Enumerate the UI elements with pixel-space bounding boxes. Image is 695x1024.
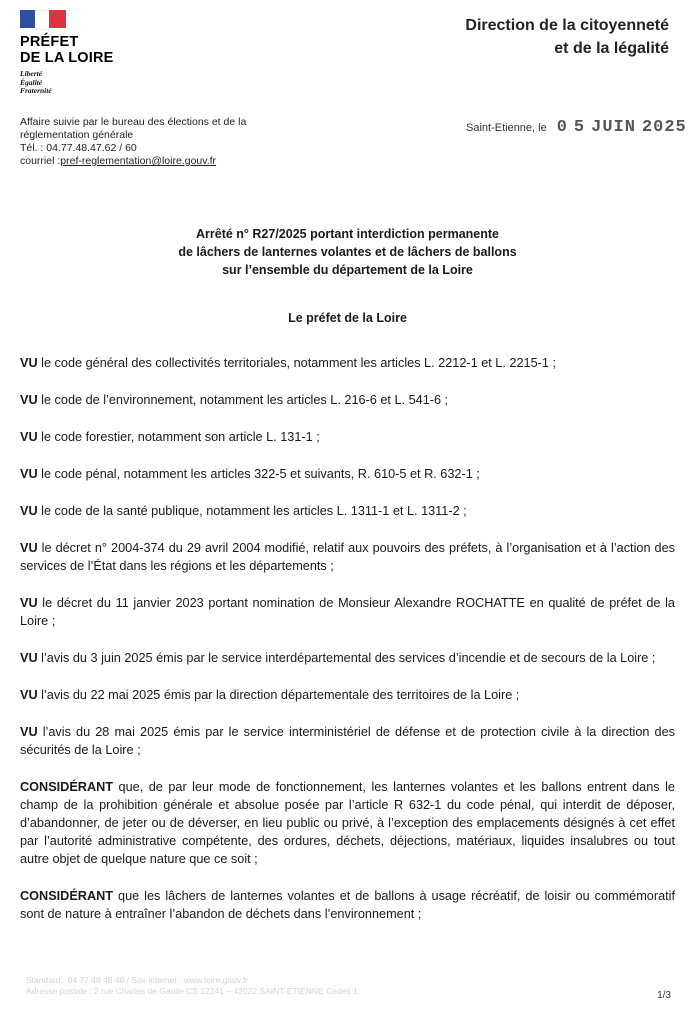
date-day-tens: 0 xyxy=(556,118,568,137)
vu-paragraph xyxy=(20,594,675,630)
paragraph-lead: VU xyxy=(20,688,38,702)
paragraph-text: l’avis du 28 mai 2025 émis par le service interministériel de défense et de protection civile à la direction des sécurités de la Loire ; xyxy=(20,725,675,757)
paragraph-text: le code général des collectivités territoriales, notamment les articles L. 2212-1 et L. 2215-1 ; xyxy=(37,356,556,370)
paragraph-lead: CONSIDÉRANT xyxy=(20,780,114,794)
direction-line-1: Direction de la citoyenneté xyxy=(465,17,669,34)
paragraph-lead: VU xyxy=(20,467,38,481)
direction-heading xyxy=(465,14,669,60)
date-day-units: 5 xyxy=(573,118,586,137)
marianne-logo-block xyxy=(20,10,160,96)
telephone: Tél. : 04.77.48.47.62 / 60 xyxy=(20,142,137,154)
paragraph-lead: CONSIDÉRANT xyxy=(20,889,114,903)
vu-paragraph xyxy=(20,391,675,409)
vu-paragraph xyxy=(20,723,675,759)
footer-line-1: Standard : 04 77 48 48 48 / Site internet : www.loire.gouv.fr xyxy=(26,975,248,985)
date-month: JUIN xyxy=(591,118,636,137)
paragraph-text: le décret du 11 janvier 2023 portant nomination de Monsieur Alexandre ROCHATTE en qualité de préfet de la Loire ; xyxy=(20,596,675,628)
prefet-subtitle: Le préfet de la Loire xyxy=(288,311,407,325)
paragraph-text: l’avis du 22 mai 2025 émis par la direction départementale des territoires de la Loire ; xyxy=(37,688,520,702)
paragraph-text: que, de par leur mode de fonctionnement, les lanternes volantes et les ballons entrent dans le champ de la prohibition générale et absolue posée par l’article R 632-1 du code pénal, qui interdit de déposer, d’abandonner, de jeter ou de déverser, en lieu public ou privé, à l’exception des emplacements désignés à cet effet par l’autorité administrative compétente, des ordures, déchets, déjections, matériaux, liquides insalubres ou tout autre objet de quelque nature que ce soit ; xyxy=(20,780,675,866)
paragraph-lead: VU xyxy=(20,541,38,555)
vu-paragraph xyxy=(20,686,675,704)
motto-egalite: Égalité xyxy=(20,77,43,87)
date-place: Saint-Etienne, le xyxy=(466,122,547,134)
french-flag-icon xyxy=(20,10,66,28)
affaire-line-1: Affaire suivie par le bureau des élections et de la xyxy=(20,116,247,128)
date-year: 2025 xyxy=(641,118,687,137)
prefet-title xyxy=(20,34,160,66)
paragraph-text: le code de la santé publique, notamment les articles L. 1311-1 et L. 1311-2 ; xyxy=(37,504,467,518)
title-line-1: Arrêté n° R27/2025 portant interdiction permanente xyxy=(196,227,499,241)
direction-line-2: et de la légalité xyxy=(554,40,669,57)
considerant-paragraph xyxy=(20,778,675,868)
arrete-title xyxy=(0,225,695,279)
footer-line-2: Adresse postale : 2 rue Charles de Gaulle CS 12241 – 42022 SAINT-ETIENNE Cedex 1 xyxy=(26,986,358,996)
title-line-2: de lâchers de lanternes volantes et de lâchers de ballons xyxy=(178,245,517,259)
vu-paragraph xyxy=(20,649,675,667)
paragraph-text: que les lâchers de lanternes volantes et de ballons à usage récréatif, de loisir ou commémoratif sont de nature à entraîner l’abandon de déchets dans l’environnement ; xyxy=(20,889,675,921)
paragraph-lead: VU xyxy=(20,504,38,518)
paragraph-lead: VU xyxy=(20,356,38,370)
paragraph-text: le décret n° 2004-374 du 29 avril 2004 modifié, relatif aux pouvoirs des préfets, à l’organisation et à l’action des services de l’État dans les régions et les départements ; xyxy=(20,541,675,573)
prefet-line-2: DE LA LOIRE xyxy=(20,50,114,66)
page-number: 1/3 xyxy=(657,990,671,1001)
vu-paragraph xyxy=(20,465,675,483)
motto-liberte: Liberté xyxy=(20,69,43,78)
courriel-label: courriel : xyxy=(20,155,61,167)
vu-paragraph xyxy=(20,502,675,520)
vu-paragraph xyxy=(20,539,675,575)
courriel-line xyxy=(20,155,340,168)
contact-block xyxy=(20,116,340,168)
motto-fraternite: Fraternité xyxy=(20,86,52,95)
courriel-link[interactable]: pref-reglementation@loire.gouv.fr xyxy=(60,155,217,167)
considerant-paragraph xyxy=(20,887,675,923)
paragraph-text: le code pénal, notamment les articles 322-5 et suivants, R. 610-5 et R. 632-1 ; xyxy=(37,467,480,481)
prefet-line-1: PRÉFET xyxy=(20,34,79,50)
paragraph-lead: VU xyxy=(20,651,38,665)
republic-motto xyxy=(20,70,160,96)
paragraph-text: l’avis du 3 juin 2025 émis par le service interdépartemental des services d’incendie et de secours de la Loire ; xyxy=(37,651,656,665)
affaire-line-2: réglementation générale xyxy=(20,129,134,141)
paragraph-lead: VU xyxy=(20,393,38,407)
title-line-3: sur l’ensemble du département de la Loire xyxy=(222,263,473,277)
vu-paragraph xyxy=(20,354,675,372)
paragraph-text: le code forestier, notamment son article L. 131-1 ; xyxy=(37,430,320,444)
document-body xyxy=(20,354,675,923)
page-footer xyxy=(26,975,358,997)
paragraph-text: le code de l’environnement, notamment les articles L. 216-6 et L. 541-6 ; xyxy=(37,393,449,407)
paragraph-lead: VU xyxy=(20,430,38,444)
date-line xyxy=(466,118,687,137)
date-stamp xyxy=(557,118,687,137)
paragraph-lead: VU xyxy=(20,596,38,610)
paragraph-lead: VU xyxy=(20,725,38,739)
vu-paragraph xyxy=(20,428,675,446)
